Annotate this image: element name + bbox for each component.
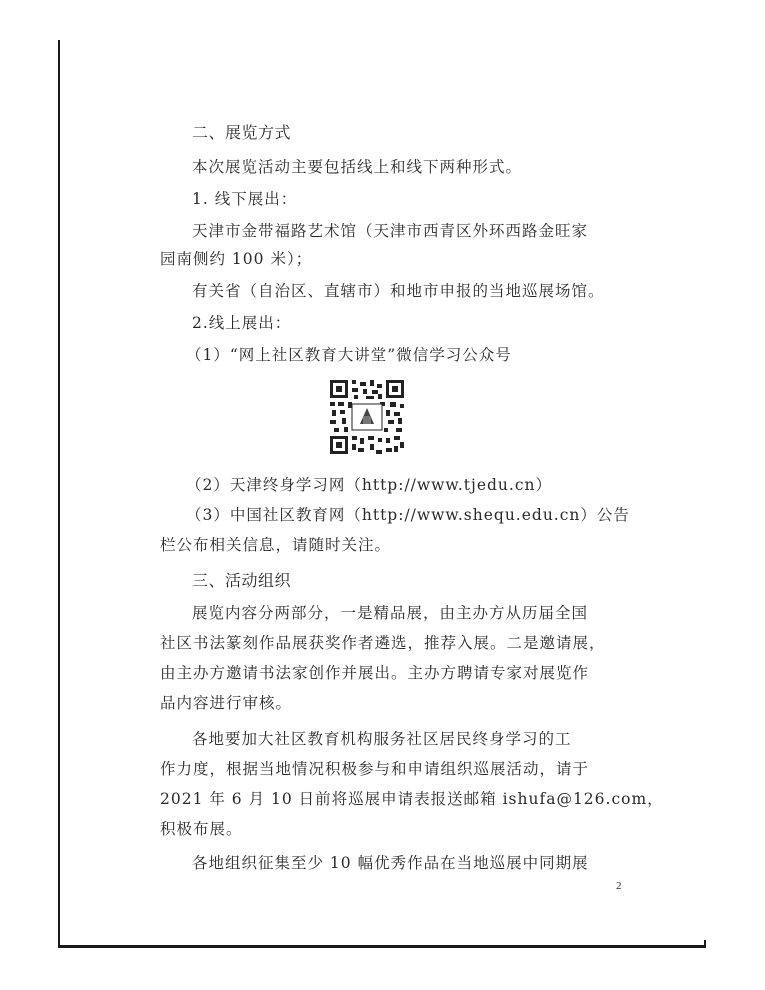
list-item: （1）“网上社区教育大讲堂”微信学习公众号	[186, 346, 512, 364]
section-title-exhibition-method: 二、展览方式	[192, 123, 292, 142]
scan-edge-bottom	[58, 945, 706, 948]
paragraph-line: 品内容进行审核。	[160, 694, 293, 712]
paragraph-line: 展览内容分两部分，一是精品展，由主办方从历届全国	[192, 604, 589, 622]
paragraph-line: 社区书法篆刻作品展获奖作者遴选，推荐入展。二是邀请展，	[160, 634, 606, 652]
subheading-offline: 1. 线下展出：	[192, 190, 298, 208]
subheading-online: 2.线上展出：	[192, 314, 292, 332]
paragraph-line: 由主办方邀请书法家创作并展出。主办方聘请专家对展览作	[160, 664, 590, 682]
paragraph-line: 积极布展。	[160, 820, 243, 838]
paragraph-line: 天津市金带福路艺术馆（天津市西青区外环西路金旺家	[192, 222, 589, 240]
section-title-activity-organization: 三、活动组织	[192, 571, 292, 590]
list-item-continued: 栏公布相关信息，请随时关注。	[160, 536, 392, 554]
paragraph-line: 本次展览活动主要包括线上和线下两种形式。	[192, 158, 523, 176]
qr-code-image	[330, 380, 404, 454]
paragraph-line: 园南侧约 100 米）；	[160, 250, 313, 268]
scan-edge-right	[704, 940, 706, 948]
paragraph-line: 有关省（自治区、直辖市）和地市申报的当地巡展场馆。	[192, 282, 605, 300]
scan-edge-left	[58, 40, 60, 947]
list-item: （3）中国社区教育网（http://www.shequ.edu.cn）公告	[186, 506, 630, 524]
paragraph-line: 各地组织征集至少 10 幅优秀作品在当地巡展中同期展	[192, 854, 589, 872]
list-item: （2）天津终身学习网（http://www.tjedu.cn）	[186, 476, 552, 494]
paragraph-line: 作力度，根据当地情况积极参与和申请组织巡展活动，请于	[160, 760, 590, 778]
page-number: 2	[616, 880, 622, 892]
paragraph-line: 2021 年 6 月 10 日前将巡展申请表报送邮箱 ishufa@126.com，	[160, 790, 664, 808]
paragraph-line: 各地要加大社区教育机构服务社区居民终身学习的工	[192, 730, 572, 748]
